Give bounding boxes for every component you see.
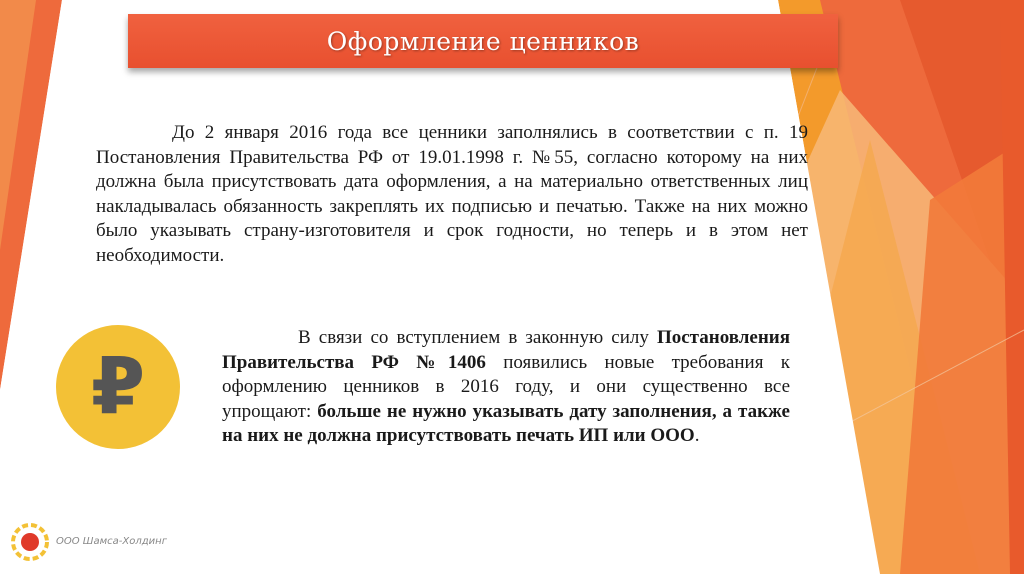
paragraph-new-rules (222, 326, 790, 449)
paragraph-history: До 2 января 2016 года все ценники заполнялись в соответствии с п. 19 Постановления Правительства РФ от 19.01.1998 г. №55, согласно которому на них должна была присутствовать дата оформления, а на материально ответственных лиц накладывалась обязанность закреплять их подписью и печатью. Также на них можно было указывать страну-изготовителя и срок годности, но теперь и в этом нет необходимости. (96, 122, 808, 266)
title-bar (128, 14, 838, 68)
key-change-text: больше не нужно указывать дату заполнения, а также на них не должна присутствовать печать ИП или ООО (222, 400, 790, 446)
paragraph-new-rules-part3: . (694, 425, 700, 446)
company-name: ООО Шамса-Холдинг (56, 536, 167, 547)
decree-reference: Постановления Правительства РФ №1406 (222, 327, 790, 373)
page-title: Оформление ценников (326, 26, 640, 56)
ruble-symbol: ₽ (90, 342, 146, 432)
paragraph-new-rules-part2: появились новые требования к оформлению ценников в 2016 году, и они существенно все упрощают: (222, 351, 791, 422)
ruble-coin-icon (54, 323, 182, 451)
company-logo-icon (10, 522, 50, 562)
paragraph-new-rules-part1: В связи со вступлением в законную силу (298, 327, 657, 348)
